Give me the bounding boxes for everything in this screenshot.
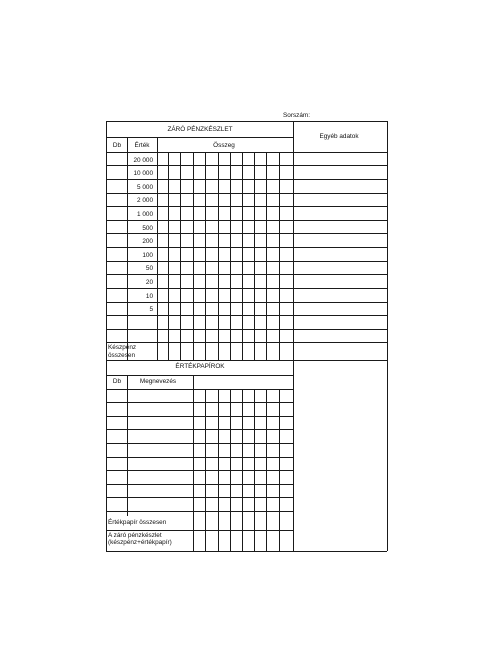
grid-line-v [218, 389, 219, 551]
sec-col-megnevezes-header: Megnevezés [139, 378, 177, 385]
denomination-value: 5 000 [137, 183, 153, 191]
grid-line-h [106, 429, 293, 430]
grid-line-h [106, 179, 387, 180]
grid-line-h [106, 484, 293, 485]
grid-line-v [218, 152, 219, 360]
grid-line-v [157, 137, 158, 360]
grid-line-h [106, 402, 293, 403]
grid-line-v [205, 152, 206, 360]
grid-line-h [106, 342, 387, 343]
col-db-header: Db [112, 142, 122, 149]
grid-line-h [106, 137, 293, 138]
col-ertek-header: Érték [134, 142, 150, 149]
grid-line-v [193, 152, 194, 360]
grid-line-h [106, 233, 387, 234]
cash-total-label-2: összesen [108, 352, 135, 359]
denomination-value: 10 [145, 292, 153, 300]
col-osszeg-header: Összeg [213, 142, 235, 149]
grid-line-v [205, 389, 206, 551]
denomination-value: 1 000 [137, 210, 153, 218]
grid-line-v [242, 389, 243, 551]
grid-line-v [387, 121, 388, 551]
grid-line-h [106, 220, 387, 221]
securities-total-label: Értékpapír összesen [108, 519, 167, 526]
other-data-title: Egyéb adatok [319, 133, 359, 140]
denomination-value: 50 [145, 265, 153, 273]
grid-line-h [106, 165, 387, 166]
grid-line-h [106, 511, 293, 512]
grid-line-v [293, 121, 294, 551]
grid-line-v [266, 389, 267, 551]
grid-line-h [106, 315, 387, 316]
denomination-value: 20 000 [133, 156, 153, 164]
denomination-value: 2 000 [137, 197, 153, 205]
grid-line-h [106, 329, 387, 330]
grid-line-h [106, 121, 387, 122]
grid-line-v [279, 389, 280, 551]
grid-line-h [106, 261, 387, 262]
grid-line-v [127, 375, 128, 516]
grid-line-v [168, 152, 169, 360]
sorszam-label: Sorszám: [283, 112, 310, 119]
grid-line-h [106, 389, 293, 390]
grid-line-h [106, 470, 293, 471]
grid-line-v [254, 389, 255, 551]
grid-line-v [127, 137, 128, 360]
grid-line-v [106, 121, 107, 551]
grid-line-h [293, 360, 387, 361]
grid-line-h [106, 457, 293, 458]
cash-section-title: ZÁRÓ PÉNZKÉSZLET [167, 126, 233, 133]
securities-section-title: ÉRTÉKPAPÍROK [175, 363, 225, 370]
grid-line-h [106, 288, 387, 289]
grid-line-h [106, 530, 293, 531]
grid-line-h [106, 193, 387, 194]
closing-total-label-1: A záró pénzkészlet [108, 532, 162, 539]
denomination-value: 10 000 [133, 170, 153, 178]
denomination-value: 20 [145, 278, 153, 286]
grid-line-h [106, 247, 387, 248]
grid-line-h [106, 360, 293, 361]
grid-line-h [106, 497, 293, 498]
grid-line-v [242, 152, 243, 360]
grid-line-h [106, 551, 387, 552]
grid-line-v [193, 375, 194, 551]
denomination-value: 500 [142, 224, 153, 232]
denomination-value: 5 [149, 306, 153, 314]
denomination-value: 100 [142, 251, 153, 259]
grid-line-v [230, 152, 231, 360]
closing-total-label-2: (készpénz+értékpapír) [108, 539, 172, 546]
grid-line-h [106, 302, 387, 303]
grid-line-v [180, 152, 181, 360]
grid-line-h [106, 206, 387, 207]
grid-line-h [106, 274, 387, 275]
grid-line-v [266, 152, 267, 360]
cash-total-label-1: Készpénz [108, 344, 137, 351]
grid-line-v [230, 389, 231, 551]
sec-col-db-header: Db [112, 378, 122, 385]
grid-line-h [106, 152, 387, 153]
grid-line-v [254, 152, 255, 360]
denomination-value: 200 [142, 238, 153, 246]
grid-line-v [279, 152, 280, 360]
grid-line-h [106, 375, 293, 376]
grid-line-h [106, 416, 293, 417]
grid-line-h [106, 443, 293, 444]
